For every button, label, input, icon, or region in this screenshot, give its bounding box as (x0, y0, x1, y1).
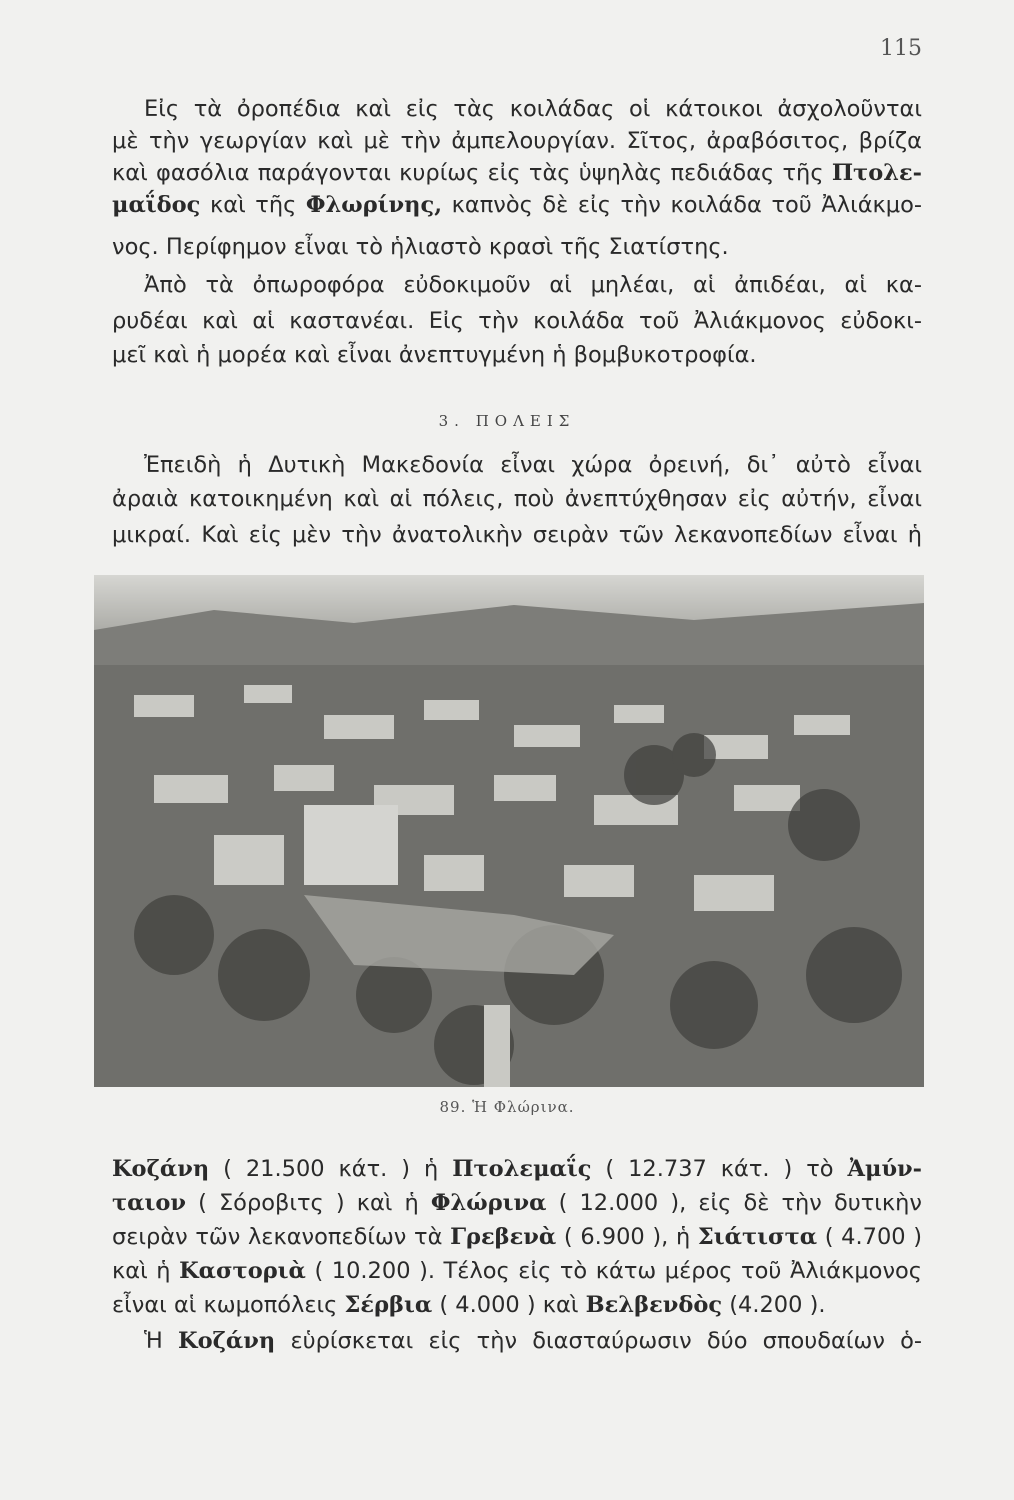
text-line (112, 1256, 922, 1286)
city-name: Σιάτιστα (697, 1224, 818, 1250)
city-name: Βελβενδὸς (585, 1292, 723, 1318)
text-run: ( 4.700 ) (824, 1224, 923, 1250)
place-name: Φλωρίνης, (305, 192, 443, 218)
text-run: καὶ φασόλια παράγονται κυρίως εἰς τὰς ὑψηλὰς πεδιάδας τῆς (112, 160, 824, 186)
city-name: Πτολεμαΐς (452, 1156, 592, 1182)
florina-town-photo (94, 575, 924, 1087)
text-line: μεῖ καὶ ἡ μορέα καὶ εἶναι ἀνεπτυγμένη ἡ βομβυκοτροφία. (112, 342, 757, 368)
text-line: ρυδέαι καὶ αἱ καστανέαι. Εἰς τὴν κοιλάδα τοῦ Ἀλιάκμονος εὐδοκι- (112, 308, 922, 334)
section-heading: 3. ΠΟΛΕΙΣ (438, 412, 576, 430)
text-run: Ἡ (144, 1328, 163, 1354)
text-line: Ἐπειδὴ ἡ Δυτικὴ Μακεδονία εἶναι χώρα ὀρεινή, δι᾽ αὐτὸ εἶναι (144, 452, 922, 478)
city-name: ταιον (112, 1190, 186, 1216)
text-line: Ἀπὸ τὰ ὀπωροφόρα εὐδοκιμοῦν αἱ μηλέαι, αἱ ἀπιδέαι, αἱ κα- (144, 272, 922, 298)
text-line (112, 1222, 922, 1252)
city-name: Κοζάνη (178, 1328, 276, 1354)
city-name: Γρεβενὰ (450, 1224, 557, 1250)
text-run: ( 4.000 ) καὶ (439, 1292, 579, 1318)
text-line (112, 190, 922, 220)
text-line: Εἰς τὰ ὀροπέδια καὶ εἰς τὰς κοιλάδας οἱ κάτοικοι ἀσχολοῦνται (144, 96, 922, 122)
text-run: εἶναι αἱ κωμοπόλεις (112, 1292, 338, 1318)
text-line: νος. Περίφημον εἶναι τὸ ἡλιαστὸ κρασὶ τῆς Σιατίστης. (112, 234, 729, 260)
city-name: Κοζάνη (112, 1156, 210, 1182)
text-run: σειρὰν τῶν λεκανοπεδίων τὰ (112, 1224, 443, 1250)
text-run: ( Σόροβιτς ) καὶ ἡ (198, 1190, 419, 1216)
text-line: μὲ τὴν γεωργίαν καὶ μὲ τὴν ἀμπελουργίαν. Σῖτος, ἀραβόσιτος, βρίζα (112, 128, 922, 154)
text-line (112, 1188, 922, 1218)
text-run: ( 6.900 ), ἡ (563, 1224, 691, 1250)
city-name: Φλώρινα (430, 1190, 547, 1216)
text-run: καὶ τῆς (209, 192, 297, 218)
page-number: 115 (880, 36, 922, 61)
text-run: (4.200 ). (729, 1292, 826, 1318)
text-run: ( 12.000 ), εἰς δὲ τὴν δυτικὴν (558, 1190, 922, 1216)
text-run: καὶ ἡ (112, 1258, 171, 1284)
city-name: Καστοριὰ (179, 1258, 306, 1284)
city-name: Σέρβια (344, 1292, 433, 1318)
text-run: ( 12.737 κάτ. ) τὸ (605, 1156, 834, 1182)
text-line (112, 1290, 922, 1320)
text-line: μικραί. Καὶ εἰς μὲν τὴν ἀνατολικὴν σειρὰν τῶν λεκανοπεδίων εἶναι ἡ (112, 522, 922, 548)
text-run: καπνὸς δὲ εἰς τὴν κοιλάδα τοῦ Ἀλιάκμο- (451, 192, 922, 218)
place-name: μαΐδος (112, 192, 201, 218)
text-line: ἀραιὰ κατοικημένη καὶ αἱ πόλεις, ποὺ ἀνεπτύχθησαν εἰς αὐτήν, εἶναι (112, 486, 922, 512)
text-run: ( 10.200 ). Τέλος εἰς τὸ κάτω μέρος τοῦ Ἀλιάκμονος (314, 1258, 922, 1284)
city-name: Ἀμύν- (847, 1156, 923, 1182)
text-line (112, 158, 922, 188)
place-name: Πτολε- (831, 160, 922, 186)
text-run: εὑρίσκεται εἰς τὴν διασταύρωσιν δύο σπουδαίων ὁ- (290, 1328, 923, 1354)
text-run: ( 21.500 κάτ. ) ἡ (223, 1156, 439, 1182)
text-line (112, 1154, 922, 1184)
text-line (112, 1326, 922, 1356)
photo-caption: 89. Ἡ Φλώρινα. (439, 1098, 575, 1116)
